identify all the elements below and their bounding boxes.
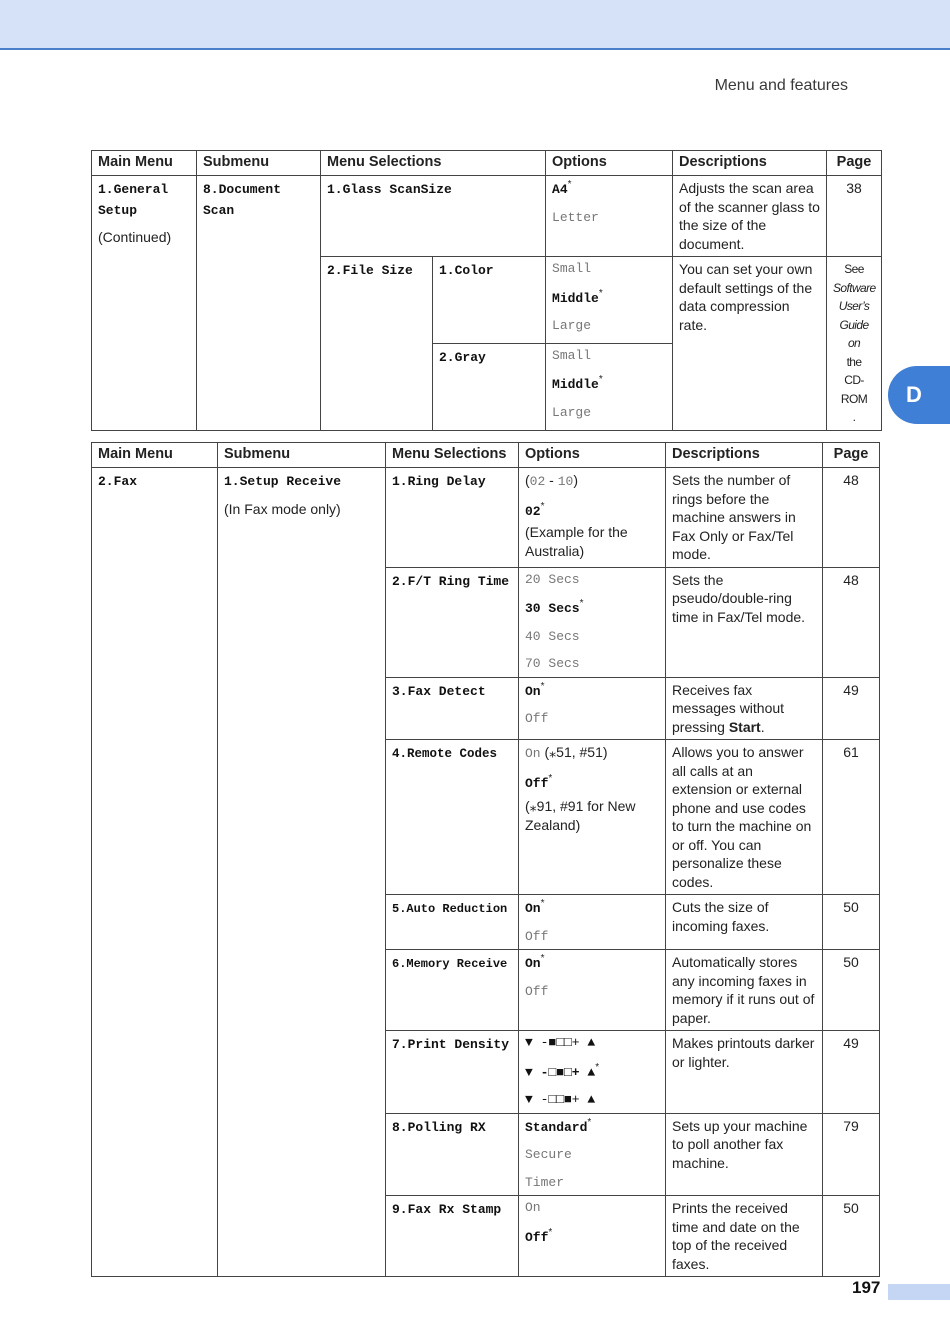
default-mark: * [540, 500, 545, 512]
page-ref: 50 [823, 1196, 880, 1277]
selection-cell [386, 895, 519, 950]
header-row [92, 443, 880, 468]
range-open: ( [525, 472, 530, 488]
chapter-tab: D [888, 366, 950, 424]
selection-label: 3.Fax Detect [392, 683, 486, 699]
option: Off [525, 928, 549, 944]
running-head: Menu and features [714, 77, 848, 94]
option: On [525, 746, 541, 761]
option: Large [552, 318, 592, 333]
selection-cell [321, 257, 433, 431]
option-default: 02 [525, 503, 541, 519]
selection-label: 6.Memory Receive [392, 957, 508, 971]
option: Small [552, 261, 592, 276]
col-menu-selections: Menu Selections [386, 443, 519, 468]
default-mark: * [579, 598, 584, 609]
page-ref: 49 [823, 1031, 880, 1114]
description-text: Receives fax messages without pressing [672, 681, 785, 735]
selection-label: 1.Glass ScanSize [327, 182, 452, 197]
option-default: A4 [552, 182, 568, 197]
description: Adjusts the scan area of the scanner glass to the size of the document. [673, 176, 827, 257]
main-menu-label: 2.Fax [98, 474, 138, 489]
continued-note: (Continued) [98, 229, 172, 245]
description: Allows you to answer all calls at an extension or external phone and use codes to turn the machine on or off. You can personalize these codes. [666, 740, 823, 895]
selection-label: 4.Remote Codes [392, 747, 498, 761]
options-cell [519, 468, 666, 568]
option-note: (⁎91, #91 for New Zealand) [525, 798, 636, 833]
option: 40 Secs [525, 628, 580, 644]
col-main-menu: Main Menu [92, 443, 218, 468]
default-mark: * [598, 374, 603, 386]
submenu-note: (In Fax mode only) [224, 500, 341, 517]
description: Sets the number of rings before the machine answers in Fax Only or Fax/Tel mode. [666, 468, 823, 568]
option: Small [552, 347, 592, 363]
selection-label: 8.Polling RX [392, 1119, 486, 1135]
col-options: Options [546, 151, 673, 176]
selection-cell [386, 1031, 519, 1114]
default-mark: * [548, 1226, 553, 1238]
selection-cell [386, 468, 519, 568]
page-ref: 48 [823, 468, 880, 568]
options-cell [519, 740, 666, 895]
option: Letter [552, 209, 599, 225]
option: Secure [525, 1147, 572, 1162]
option-default: Standard [525, 1119, 588, 1135]
option-default: Middle [552, 377, 599, 393]
start-key-label: Start [728, 718, 761, 735]
description: Cuts the size of incoming faxes. [666, 895, 823, 950]
submenu-cell [218, 468, 386, 1277]
page-ref: 50 [823, 895, 880, 950]
option-default: 30 Secs [525, 601, 580, 616]
page-ref: 48 [823, 567, 880, 677]
page-ref: 79 [823, 1113, 880, 1196]
options-cell [519, 950, 666, 1031]
selection-label: 9.Fax Rx Stamp [392, 1202, 502, 1217]
option-default: ▼ -□■□+ ▲ [525, 1064, 596, 1080]
page-ref: 50 [823, 950, 880, 1031]
default-mark: * [595, 1061, 600, 1073]
selection-cell [386, 950, 519, 1031]
page-number: 197 [852, 1278, 881, 1297]
option: Off [525, 711, 549, 726]
options-cell [519, 1113, 666, 1196]
col-descriptions: Descriptions [673, 151, 827, 176]
col-page: Page [827, 151, 882, 176]
option: 70 Secs [525, 656, 580, 671]
main-menu-cell [92, 468, 218, 1277]
description [666, 677, 823, 740]
table-row [92, 176, 882, 257]
software-text: Software [833, 280, 876, 295]
default-mark: * [540, 680, 545, 692]
selection-label: 2.File Size [327, 263, 413, 278]
col-submenu: Submenu [218, 443, 386, 468]
option-default: Middle [552, 290, 599, 306]
main-menu-label: 1.General Setup [98, 182, 169, 218]
description: Makes printouts darker or lighter. [666, 1031, 823, 1114]
option: ▼ -■□□+ ▲ [525, 1035, 596, 1050]
description: Sets up your machine to poll another fax machine. [666, 1113, 823, 1196]
dot-text: . [852, 410, 856, 424]
options-cell [546, 257, 673, 344]
options-cell [519, 567, 666, 677]
submenu-label: 8.Document Scan [203, 182, 282, 218]
page-ref: 49 [823, 677, 880, 740]
description: Automatically stores any incoming faxes in memory if it runs out of paper. [666, 950, 823, 1031]
selection-cell [321, 176, 546, 257]
col-page: Page [823, 443, 880, 468]
sub-selection-cell [433, 257, 546, 344]
option-note: (Example for the Australia) [525, 524, 628, 559]
description: Prints the received time and date on the top of the received faxes. [666, 1196, 823, 1277]
selection-cell [386, 677, 519, 740]
users-text: User’s [838, 299, 870, 313]
selection-cell [386, 740, 519, 895]
default-mark: * [598, 287, 603, 299]
page-ref: 38 [827, 176, 882, 257]
options-cell [546, 176, 673, 257]
option-default: Off [525, 1229, 549, 1245]
option: ▼ -□□■+ ▲ [525, 1092, 596, 1107]
option-default: On [525, 901, 541, 916]
col-menu-selections: Menu Selections [321, 151, 546, 176]
option-default: On [525, 956, 541, 971]
range-high: 10 [557, 474, 574, 489]
main-menu-cell [92, 176, 197, 431]
options-cell [519, 677, 666, 740]
sub-selection-cell [433, 343, 546, 430]
range-sep: - [545, 472, 558, 488]
default-mark: * [567, 179, 572, 190]
col-main-menu: Main Menu [92, 151, 197, 176]
options-cell [519, 1196, 666, 1277]
selection-label: 7.Print Density [392, 1037, 510, 1052]
option-note: (⁎51, #51) [540, 744, 608, 760]
page-ref-see-software-guide [827, 257, 882, 431]
option: On [525, 1200, 541, 1215]
sub-selection-label: 2.Gray [439, 349, 486, 365]
option: 20 Secs [525, 571, 580, 587]
range-low: 02 [529, 474, 546, 489]
options-cell [546, 343, 673, 430]
page-number-bar [888, 1284, 950, 1300]
description-end: . [760, 718, 765, 735]
option-default: Off [525, 775, 549, 791]
option-default: On [525, 683, 541, 699]
header-row [92, 151, 882, 176]
col-descriptions: Descriptions [666, 443, 823, 468]
default-mark: * [587, 1116, 592, 1128]
cdrom-text: CD-ROM [840, 373, 868, 406]
submenu-label: 1.Setup Receive [224, 474, 342, 489]
col-submenu: Submenu [197, 151, 321, 176]
options-cell [519, 1031, 666, 1114]
menu-table-fax [91, 442, 880, 1277]
selection-label: 1.Ring Delay [392, 474, 486, 489]
default-mark: * [540, 898, 545, 909]
selection-cell [386, 1113, 519, 1196]
the-text: the [846, 354, 862, 369]
page-ref: 61 [823, 740, 880, 895]
options-cell [519, 895, 666, 950]
menu-table-general-setup [91, 150, 882, 431]
header-band [0, 0, 950, 50]
default-mark: * [548, 772, 553, 784]
description: You can set your own default settings of the data compression rate. [673, 257, 827, 431]
option: Large [552, 404, 592, 420]
option: Off [525, 983, 549, 999]
selection-cell [386, 1196, 519, 1277]
table-row [92, 468, 880, 568]
selection-label: 5.Auto Reduction [392, 902, 508, 916]
col-options: Options [519, 443, 666, 468]
submenu-cell [197, 176, 321, 431]
guide-text: Guide on [839, 317, 869, 350]
default-mark: * [540, 953, 545, 964]
range-close: ) [573, 472, 579, 488]
sub-selection-label: 1.Color [439, 263, 494, 278]
selection-label: 2.F/T Ring Time [392, 573, 510, 589]
description: Sets the pseudo/double-ring time in Fax/Tel mode. [666, 567, 823, 677]
see-text: See [844, 262, 864, 276]
selection-cell [386, 567, 519, 677]
option: Timer [525, 1174, 565, 1190]
